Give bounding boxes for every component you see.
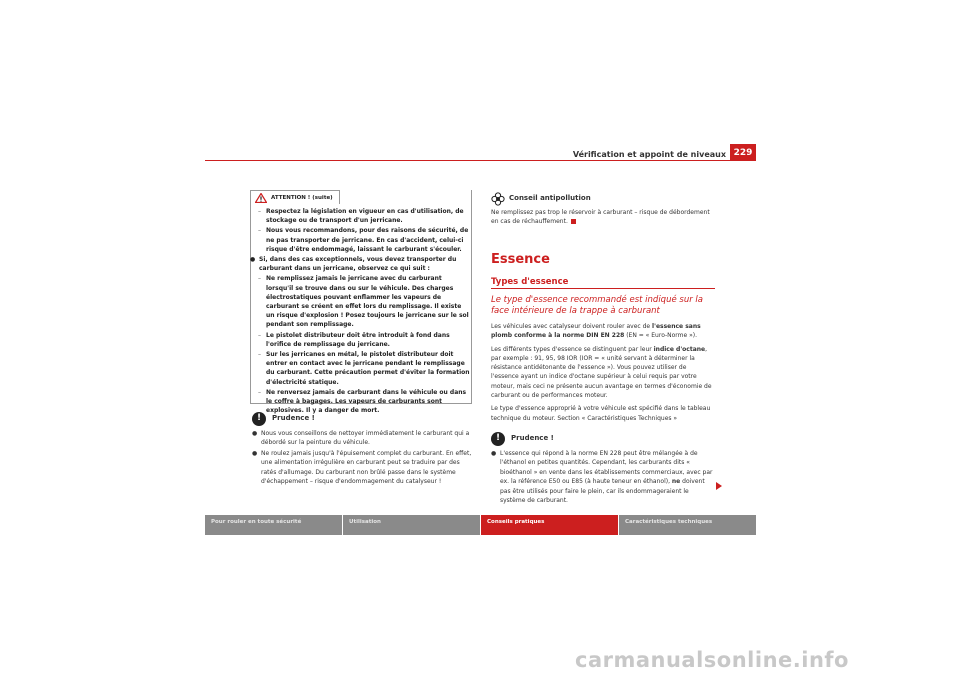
watermark: carmanualsonline.info <box>575 648 849 672</box>
environment-tip <box>491 192 715 227</box>
next-page-arrow-icon[interactable] <box>716 482 722 490</box>
header-divider <box>205 160 756 161</box>
warning-content <box>250 207 470 416</box>
caution-header <box>252 412 474 426</box>
warning-triangle-icon <box>255 193 267 203</box>
paragraph: Les véhicules avec catalyseur doivent rouler avec de l'essence sans plomb conforme à la norme DIN EN 228 (EN = « Euro-Norme »). <box>491 323 701 340</box>
environment-text: Ne remplissez pas trop le réservoir à carburant – risque de débordement en cas de réchauffement. <box>491 209 710 226</box>
warning-dash-item: – Nous vous recommandons, pour des raisons de sécurité, de ne pas transporter de jerricane. En cas d'accident, celui-ci risque d'être endommagé, laissant le carburant s'écouler. <box>258 227 469 253</box>
warning-label <box>250 190 340 204</box>
environment-title: Conseil antipollution <box>509 194 591 203</box>
warning-label-text: ATTENTION ! (suite) <box>271 194 333 201</box>
caution-title: Prudence ! <box>272 414 315 423</box>
caution-section <box>491 432 715 506</box>
page-number: 229 <box>730 144 756 161</box>
warning-bullet-item: ● Si, dans des cas exceptionnels, vous devez transporter du carburant dans un jerricane, observez ce qui suit : <box>250 256 457 273</box>
warning-dash-item: – Respectez la législation en vigueur en cas d'utilisation, de stockage ou de transport d'un jerricane. <box>258 208 464 225</box>
warning-sub-item: – Ne renversez jamais de carburant dans le véhicule ou dans le coffre à bagages. Les vapeurs de carburants sont explosives. Il y a danger de mort. <box>258 388 467 415</box>
tab-safety[interactable]: Pour rouler en toute sécurité <box>205 515 343 535</box>
environment-header <box>491 192 715 206</box>
caution-title: Prudence ! <box>511 434 554 443</box>
section-title: Vérification et appoint de niveaux <box>572 150 726 159</box>
paragraph: Le type d'essence approprié à votre véhicule est spécifié dans le tableau technique du moteur. Section « Caractéristiques Techniques » <box>491 405 711 422</box>
section-heading: Types d'essence <box>491 277 569 287</box>
section-end-marker <box>571 219 576 224</box>
tab-operation[interactable]: Utilisation <box>343 515 481 535</box>
exclamation-icon: ! <box>491 432 505 446</box>
paragraph: Les différents types d'essence se distinguent par leur indice d'octane, par exemple : 91, 95, 98 IOR (IOR = « unité servant à déterminer la résistance antidétonante de l'essence »). Vous pouvez utiliser de l'essence ayant un indice d'octane supérieur à celui requis par votre moteur, mais ceci ne présente aucun avantage en termes d'économie de carburant ou de performances moteur. <box>491 345 712 400</box>
caution-item: ● Nous vous conseillons de nettoyer immédiatement le carburant qui a débordé sur la peinture du véhicule. <box>252 430 470 447</box>
caution-item: ● Ne roulez jamais jusqu'à l'épuisement complet du carburant. En effet, une alimentation irrégulière en carburant peut se traduire par des ratés d'allumage. Du carburant non brûlé passe dans le système d'échappement – risque d'endommagement du catalyseur ! <box>252 449 472 486</box>
caution-section <box>252 412 474 487</box>
caution-item: ● L'essence qui répond à la norme EN 228 peut être mélangée à de l'éthanol en petites quantités. Cependant, les carburants dits « bioéthanol » en vente dans les établissements commerciaux, avec par ex. la référence E50 ou E85 (à haute teneur en éthanol), ne doivent pas être utilisés pour faire le plein, car ils endommageraient le système de carburant. <box>491 450 713 505</box>
warning-sub-item: – Le pistolet distributeur doit être introduit à fond dans l'orifice de remplissage du jerricane. <box>258 331 450 348</box>
section-divider <box>491 288 715 289</box>
exclamation-icon: ! <box>252 412 266 426</box>
warning-sub-item: – Ne remplissez jamais le jerricane avec du carburant lorsqu'il se trouve dans ou sur le véhicule. Des charges électrostatiques pouvant enflammer les vapeurs de carburant se créent en effet lors du remplissage. Il existe un risque d'explosion ! Posez toujours le jerricane sur le sol pendant son remplissage. <box>258 275 469 329</box>
chapter-heading: Essence <box>491 252 550 267</box>
essence-body <box>491 322 715 427</box>
caution-header <box>491 432 715 446</box>
warning-sub-item: – Sur les jerricanes en métal, le pistolet distributeur doit entrer en contact avec le jerricane pendant le remplissage du carburant. Cette précaution permet d'éviter la formation d'électricité statique. <box>258 351 470 386</box>
tab-practical-tips[interactable]: Conseils pratiques <box>481 515 619 535</box>
section-subtitle: Le type d'essence recommandé est indiqué sur la face intérieure de la trappe à carburant <box>491 295 703 316</box>
tab-technical-data[interactable]: Caractéristiques techniques <box>619 515 756 535</box>
footer-nav <box>205 515 756 535</box>
flower-icon <box>491 192 505 206</box>
